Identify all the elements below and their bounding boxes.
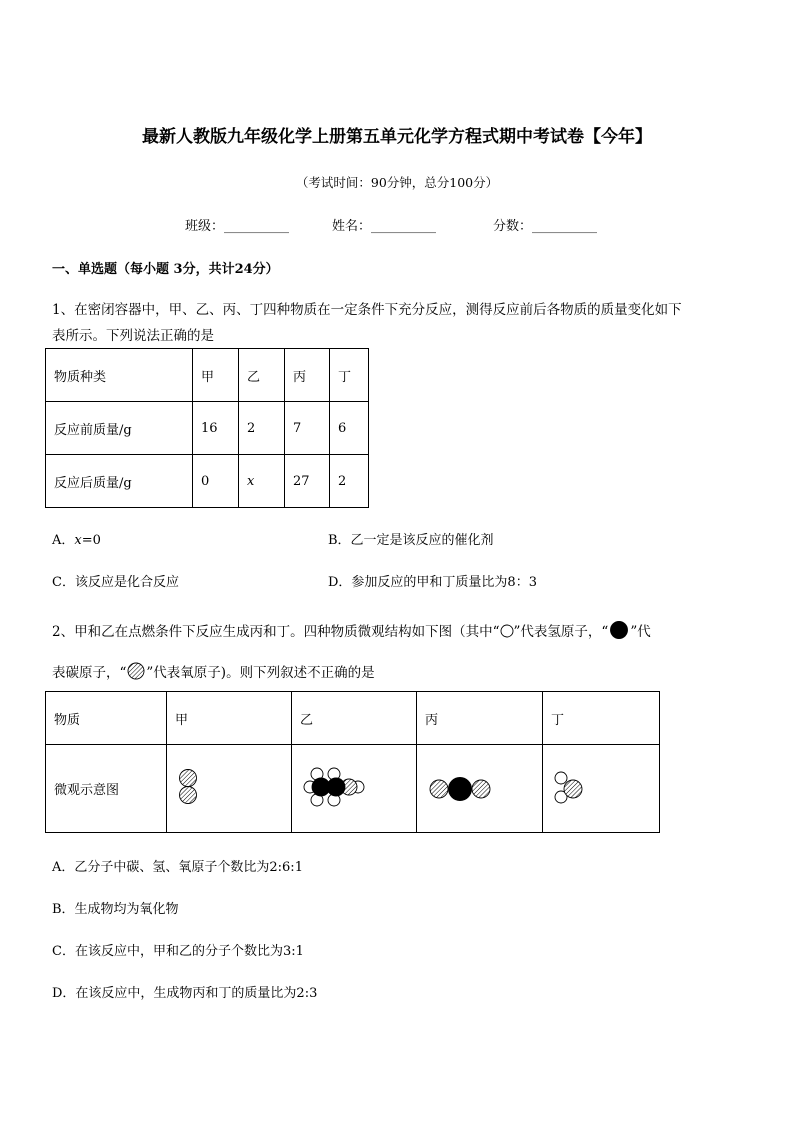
table-cell: 丁 xyxy=(330,349,369,402)
q2-stem-line1 xyxy=(52,620,651,640)
q1-stem-line1: 1、在密闭容器中，甲、乙、丙、丁四种物质在一定条件下充分反应，测得反应前后各物质的质量变化如下 xyxy=(52,302,682,318)
score-field: 分数：__________ xyxy=(493,219,598,234)
q2-option-a[interactable]: A．乙分子中碳、氢、氧原子个数比为2:6:1 xyxy=(52,860,303,875)
table-cell: 乙 xyxy=(292,692,417,745)
name-field: 姓名：__________ xyxy=(332,219,437,234)
ethanol-molecule-diagram xyxy=(300,762,370,812)
q1-option-d[interactable]: D．参加反应的甲和丁质量比为8：3 xyxy=(328,575,537,590)
q1-stem-line2: 表所示。下列说法正确的是 xyxy=(52,328,214,344)
q2-table xyxy=(45,691,660,833)
table-cell: 27 xyxy=(285,455,330,508)
table-cell: 反应后质量/g xyxy=(46,455,193,508)
table-row xyxy=(46,402,369,455)
option-text: =0 xyxy=(81,533,101,548)
table-cell xyxy=(543,745,660,833)
exam-info: （考试时间：90分钟，总分100分） xyxy=(295,175,499,190)
table-cell: x xyxy=(239,455,285,508)
q2-stem-line2 xyxy=(52,661,375,681)
carbon-dioxide-diagram xyxy=(425,762,505,812)
table-cell xyxy=(417,745,543,833)
table-row xyxy=(46,349,369,402)
table-cell: 反应前质量/g xyxy=(46,402,193,455)
hydrogen-atom-icon xyxy=(500,624,514,638)
variable-x: x xyxy=(74,533,82,548)
table-cell: 乙 xyxy=(239,349,285,402)
q1-option-a[interactable] xyxy=(52,529,101,548)
table-cell: 物质种类 xyxy=(46,349,193,402)
table-row xyxy=(46,455,369,508)
table-cell: 微观示意图 xyxy=(46,745,167,833)
table-cell: 2 xyxy=(330,455,369,508)
q2-text-part: 2、甲和乙在点燃条件下反应生成丙和丁。四种物质微观结构如下图（其中“ xyxy=(52,624,500,640)
option-letter: A． xyxy=(52,533,75,548)
table-cell: 2 xyxy=(239,402,285,455)
q2-option-b[interactable]: B．生成物均为氧化物 xyxy=(52,902,179,917)
oxygen-molecule-diagram xyxy=(175,762,215,812)
page-title: 最新人教版九年级化学上册第五单元化学方程式期中考试卷【今年】 xyxy=(142,127,652,147)
class-field: 班级：__________ xyxy=(185,219,290,234)
q2-option-d[interactable]: D．在该反应中，生成物丙和丁的质量比为2:3 xyxy=(52,986,318,1001)
q2-text-part: ”代表氢原子，“ xyxy=(513,624,609,640)
water-molecule-diagram xyxy=(551,762,601,812)
table-row xyxy=(46,745,660,833)
table-cell: 物质 xyxy=(46,692,167,745)
table-cell: 丁 xyxy=(543,692,660,745)
table-cell: 7 xyxy=(285,402,330,455)
table-cell: 6 xyxy=(330,402,369,455)
q2-text-part: ”代 xyxy=(630,624,651,640)
table-cell: 16 xyxy=(193,402,239,455)
table-cell: 丙 xyxy=(417,692,543,745)
oxygen-atom-icon xyxy=(126,662,146,680)
table-cell: 丙 xyxy=(285,349,330,402)
q2-text-part: ”代表氧原子)。则下列叙述不正确的是 xyxy=(146,665,375,681)
q2-option-c[interactable]: C．在该反应中，甲和乙的分子个数比为3:1 xyxy=(52,944,304,959)
q1-table xyxy=(45,348,369,508)
q1-option-c[interactable]: C．该反应是化合反应 xyxy=(52,575,179,590)
table-cell: 甲 xyxy=(193,349,239,402)
carbon-atom-icon xyxy=(608,620,630,640)
q2-text-part: 表碳原子，“ xyxy=(52,665,127,681)
table-row xyxy=(46,692,660,745)
section-heading: 一、单选题（每小题 3分，共计24分） xyxy=(52,262,279,277)
table-cell xyxy=(167,745,292,833)
q1-option-b[interactable]: B．乙一定是该反应的催化剂 xyxy=(328,533,494,548)
table-cell xyxy=(292,745,417,833)
table-cell: 0 xyxy=(193,455,239,508)
table-cell: 甲 xyxy=(167,692,292,745)
